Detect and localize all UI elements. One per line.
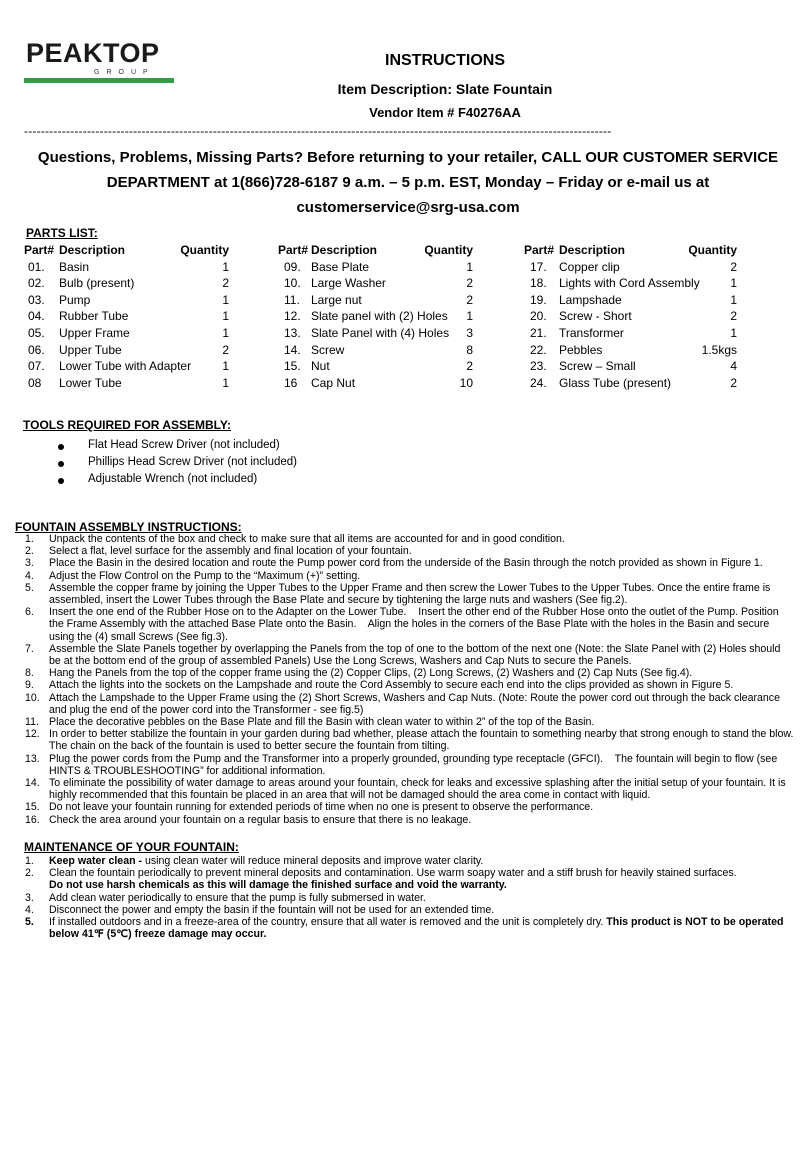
step-number: 2. [25,545,34,558]
part-number: 04. [28,309,45,324]
part-description: Slate panel with (2) Holes [311,309,448,324]
part-description: Pump [59,292,91,307]
part-description: Lower Tube [59,375,122,390]
tools-title: TOOLS REQUIRED FOR ASSEMBLY: [23,418,232,432]
part-number: 10. [284,276,301,291]
part-quantity: 8 [466,342,473,357]
step-text: Adjust the Flow Control on the Pump to the “Maximum (+)” setting. [49,569,361,582]
part-description: Bulb (present) [59,276,135,291]
list-item [15,679,795,691]
table-row [278,343,498,360]
part-quantity: 2 [466,359,473,374]
part-number: 06. [28,342,45,357]
step-number: 14. [25,777,40,790]
part-number: Part# [524,243,555,257]
bullet-icon [58,461,64,467]
part-description: Screw [311,342,345,357]
step-text: Do not leave your fountain running for extended periods of time when no one is present to observe the performance. [49,801,594,814]
part-number: Part# [24,243,55,257]
part-description: Glass Tube (present) [559,375,672,390]
list-item [15,570,795,582]
list-item [15,582,795,606]
part-number: 18. [530,276,547,291]
list-item: 5. If installed outdoors and in a freeze-area of the country, ensure that all water is removed and the unit is completely dry. This product is NOT to be operated below 41℉ (5℃) freeze damage may occur. [25,916,784,941]
part-quantity: 1 [222,259,229,274]
part-description: Lights with Cord Assembly [559,276,700,291]
part-number: 01. [28,259,45,274]
table-row [278,326,498,343]
part-description: Slate Panel with (4) Holes [311,325,450,340]
table-row [524,343,754,360]
part-description: Upper Frame [59,325,130,340]
list-item [15,753,795,777]
assembly-steps [15,533,795,826]
list-item [15,667,795,679]
part-number: 23. [530,359,547,374]
part-quantity: 1 [466,259,473,274]
part-number: 24. [530,375,547,390]
maintenance-title: MAINTENANCE OF YOUR FOUNTAIN: [24,840,239,854]
table-row [24,359,244,376]
part-quantity: 2 [466,276,473,291]
contact-email: customerservice@srg-usa.com [296,199,520,216]
step-text: Attach the Lampshade to the Upper Frame using the (2) Short Screws, Washers and Cap Nuts. (Note: Route the power cord out through the back clearance and plug the end of the power cord into the Transformer - see fig.5) [49,691,783,716]
brand-wordmark: PEAKTOP [26,38,160,68]
step-text: Attach the lights into the sockets on the Lampshade and route the Cord Assembly to secure each end into the clips provided as shown in Figure 5. [49,679,734,692]
assembly-title: FOUNTAIN ASSEMBLY INSTRUCTIONS: [15,520,242,534]
list-item: 1. Keep water clean - using clean water will reduce mineral deposits and improve water clarity. [25,855,484,867]
part-description: Description [59,243,126,257]
part-number: 15. [284,359,301,374]
table-row [24,293,244,310]
list-item [15,606,795,643]
list-item: 4. Disconnect the power and empty the basin if the fountain will not be used for an extended time. [25,903,495,916]
part-description: Screw - Short [559,309,632,324]
part-number: 08 [28,375,42,390]
part-number: 22. [530,342,547,357]
table-row [524,326,754,343]
parts-header-row [24,243,244,260]
part-quantity: 3 [466,325,473,340]
part-description: Description [311,243,378,257]
step-text: Check the area around your fountain on a regular basis to ensure that there is no leakage. [49,813,472,826]
step-text: In order to better stabilize the fountain in your garden during bad whether, please attach the fountain to something nearby that strong enough to stand the blow. The chain on the back of the fountain is used to better secure the fountain from tilting. [49,728,797,753]
part-description: Transformer [559,325,624,340]
part-number: 13. [284,325,301,340]
step-number: 7. [25,642,34,655]
table-row [524,376,754,393]
step-text: Select a flat, level surface for the assembly and final location of your fountain. [49,545,412,558]
part-quantity: 1.5kgs [701,342,737,357]
brand-subtitle: GROUP [94,69,155,76]
part-quantity: 1 [222,292,229,307]
customer-service-notice [20,145,796,220]
list-item [15,545,795,557]
part-description: Lampshade [559,292,622,307]
step-number: 3. [25,557,34,570]
part-description: Nut [311,359,330,374]
part-quantity: 2 [730,309,737,324]
part-quantity: 1 [730,276,737,291]
part-description: Copper clip [559,259,620,274]
part-quantity: Quantity [688,243,737,257]
list-item: 2. Clean the fountain periodically to prevent mineral deposits and contamination. Use warm soapy water and a stiff brush for heavily stained surfaces. Do not use harsh chemicals as this will damage the finished surface and void the warranty. [25,867,737,892]
step-number: 11. [25,716,39,729]
parts-column-2 [278,243,498,392]
contact-line-1: Questions, Problems, Missing Parts? Before returning to your retailer, CALL OUR CUSTOMER SERVICE [37,149,779,166]
part-quantity: 1 [466,309,473,324]
part-quantity: 1 [222,309,229,324]
table-row [278,293,498,310]
table-row [524,260,754,277]
part-quantity: 2 [222,276,229,291]
list-item [15,643,795,667]
divider: -------------------------------------------------------------------------------------------------------------------------------------------- [24,124,612,138]
list-item [15,557,795,569]
step-text: Place the decorative pebbles on the Base Plate and fill the Basin with clean water to within 2” of the top of the Basin. [49,716,595,729]
part-number: 09. [284,259,301,274]
table-row [524,276,754,293]
part-quantity: 1 [222,359,229,374]
item-description: Item Description: Slate Fountain [337,81,553,97]
page-title: INSTRUCTIONS [385,52,505,69]
step-number: 6. [25,606,34,619]
step-number: 12. [25,728,40,741]
step-text: Plug the power cords from the Pump and the Transformer into a properly grounded, grounding type receptacle (GFCI). The fountain will begin to flow (see HINTS & TROUBLESHOOTING” for additional information. [49,752,781,777]
vendor-item: Vendor Item # F40276AA [369,105,521,120]
part-number: 12. [284,309,301,324]
table-row [278,260,498,277]
list-item [15,801,795,813]
table-row [278,359,498,376]
table-row [24,276,244,293]
part-description: Base Plate [311,259,370,274]
part-quantity: 1 [222,325,229,340]
list-item [15,814,795,826]
part-number: 21. [530,325,547,340]
parts-header-row [278,243,498,260]
part-number: 19. [530,292,547,307]
list-item [15,728,795,752]
list-item [15,716,795,728]
contact-line-2: DEPARTMENT at 1(866)728-6187 9 a.m. – 5 p.m. EST, Monday – Friday or e-mail us at [106,174,710,191]
table-row [24,260,244,277]
list-item [15,533,795,545]
list-item [15,692,795,716]
table-row [278,376,498,393]
maintenance-steps [15,855,795,940]
part-number: 20. [530,309,547,324]
part-description: Upper Tube [59,342,122,357]
part-description: Description [559,243,626,257]
step-text: Unpack the contents of the box and check to make sure that all items are accounted for and in good condition. [49,533,565,545]
part-description: Screw – Small [559,359,636,374]
step-text: Insert the one end of the Rubber Hose on to the Adapter on the Lower Tube. Insert the other end of the Rubber Hose onto the outlet of the Pump. Position the Frame Assembly with the attached Base Plate onto the Basin. Align the holes in the corners of the Base Plate with the holes in the Basin and secure using the (4) small Screws (See fig.3). [49,606,782,643]
part-quantity: 1 [730,325,737,340]
table-row [24,376,244,393]
part-number: 02. [28,276,45,291]
step-text: Assemble the Slate Panels together by overlapping the Panels from the top of one to the bottom of the next one (Note: the Slate Panel with (2) Holes should be at the bottom end of the group of assembled Panels) Use the Long Screws, Washers and Cap Nuts to secure the Panels. [49,642,784,668]
part-number: 14. [284,342,301,357]
part-description: Pebbles [559,342,603,357]
list-item [15,777,795,801]
bullet-icon [58,478,64,484]
part-quantity: 2 [730,259,737,274]
parts-column-3 [524,243,754,392]
part-quantity: 2 [466,292,473,307]
part-number: 16 [284,375,298,390]
part-description: Rubber Tube [59,309,129,324]
step-number: 8. [25,667,34,680]
table-row [524,309,754,326]
part-quantity: Quantity [424,243,473,257]
parts-list-title: PARTS LIST: [26,226,98,240]
part-number: 03. [28,292,45,307]
part-description: Basin [59,259,90,274]
step-number: 4. [25,569,34,582]
part-number: 17. [530,259,547,274]
table-row [278,276,498,293]
step-number: 16. [25,813,40,826]
step-number: 9. [25,679,34,692]
step-text: Place the Basin in the desired location and route the Pump power cord from the underside of the Basin through the notch provided as shown in Figure 1. [49,557,763,570]
part-quantity: 2 [730,375,737,390]
part-quantity: 1 [730,292,737,307]
parts-column-1 [24,243,244,392]
table-row [524,293,754,310]
step-number: 1. [25,533,34,545]
part-quantity: 4 [730,359,737,374]
table-row [524,359,754,376]
part-quantity: 1 [222,375,229,390]
part-description: Lower Tube with Adapter [59,359,192,374]
part-number: Part# [278,243,309,257]
part-number: 11. [284,292,300,307]
part-quantity: Quantity [180,243,229,257]
part-description: Cap Nut [311,375,356,390]
part-quantity: 10 [459,375,473,390]
part-number: 07. [28,359,45,374]
part-description: Large nut [311,292,362,307]
step-number: 15. [25,801,40,814]
table-row [24,309,244,326]
step-text: Assemble the copper frame by joining the Upper Tubes to the Upper Frame and then screw the Lower Tubes to the Upper Tubes. Once the entire frame is assembled, insert the Lower Tubes through the Base Plate and secure by tightening the large nuts and washers (See fig.2). [49,581,774,607]
part-description: Large Washer [311,276,386,291]
step-number: 10. [25,691,40,704]
part-quantity: 2 [222,342,229,357]
step-number: 13. [25,752,40,765]
table-row [24,343,244,360]
part-number: 05. [28,325,45,340]
table-row [278,309,498,326]
table-row [24,326,244,343]
list-item: 3. Add clean water periodically to ensure that the pump is fully submersed in water. [25,891,426,904]
step-text: Hang the Panels from the top of the copper frame using the (2) Copper Clips, (2) Long Screws, (2) Washers and (2) Cap Nuts (See fig.4). [49,667,693,680]
step-number: 5. [25,581,34,594]
bullet-icon [58,444,64,450]
parts-header-row [524,243,754,260]
step-text: To eliminate the possibility of water damage to areas around your fountain, check for leaks and excessive splashing after the initial setup of your fountain. It is highly recommended that this fountain be placed in an area that will not be damaged should the area come in contact with liquid. [49,777,789,802]
